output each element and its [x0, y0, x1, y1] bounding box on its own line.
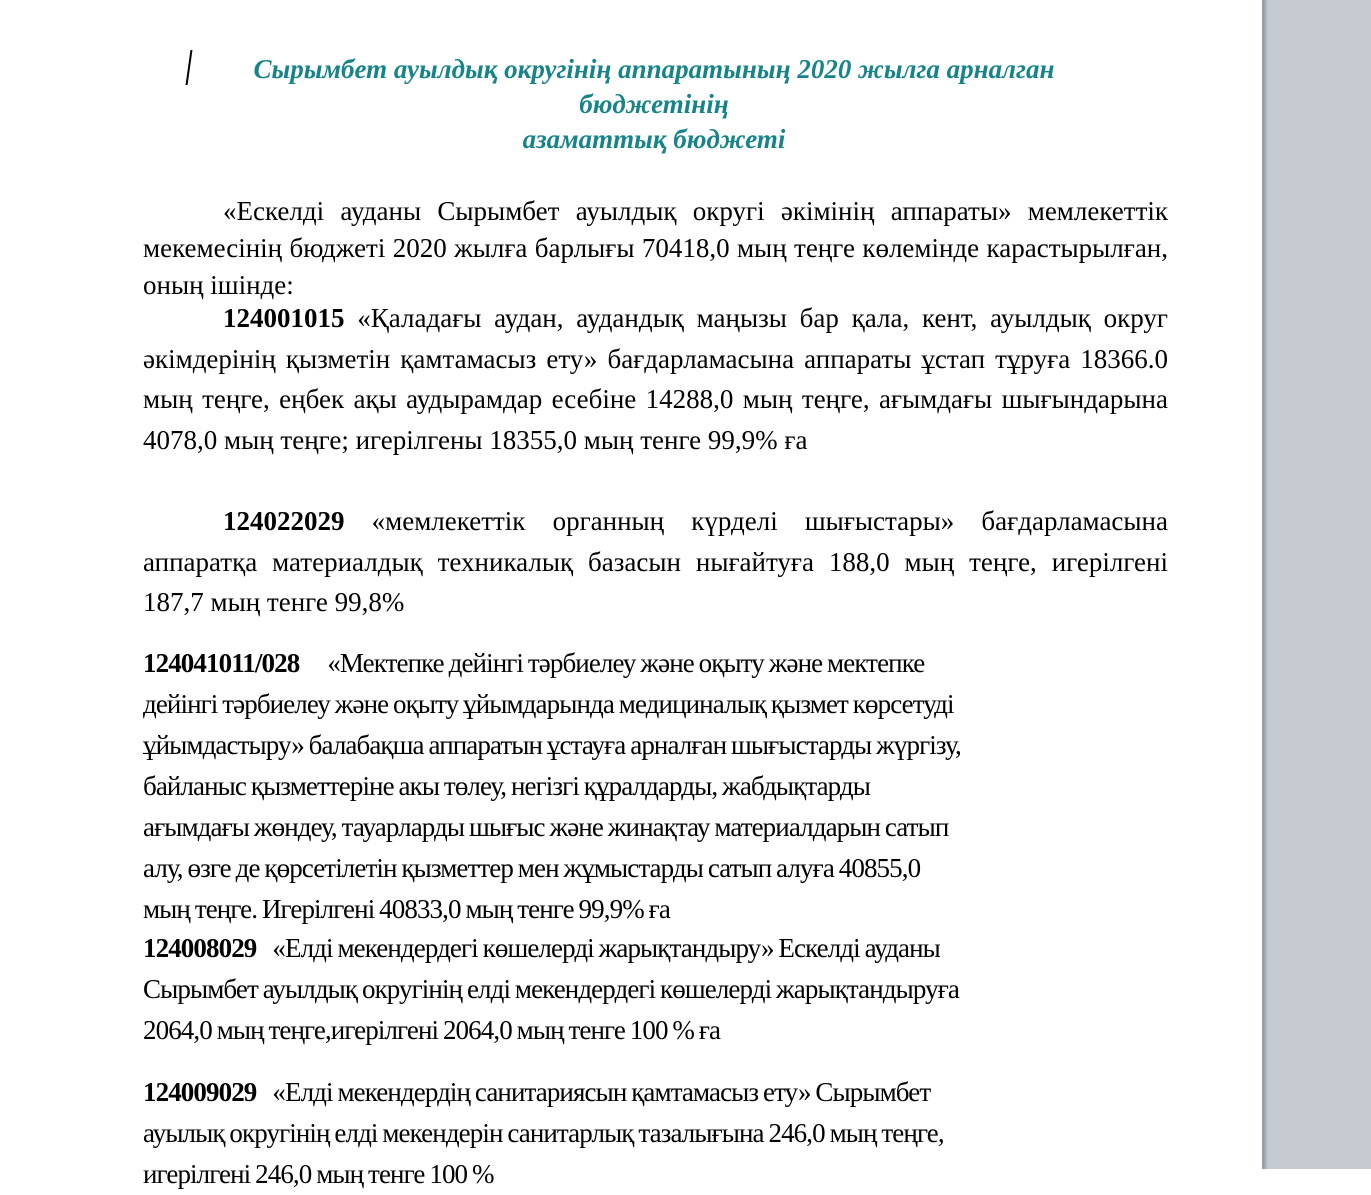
program-text: «мемлекеттік органның күрделі шығыстары» бағдарламасына аппаратқа материалдық техникалық базасын нығайтуға 188,0 мың теңге, игерілгені 187,7 мың тенге 99,8% — [143, 506, 1168, 617]
intro-paragraph: «Ескелді ауданы Сырымбет ауылдық округі әкімінің аппараты» мемлекеттік мекемесінің бюджеті 2020 жылға барлығы 70418,0 мың теңге көлемінде карастырылған, оның ішінде: — [143, 196, 1168, 300]
page-shadow — [1263, 0, 1268, 1169]
program-line: дейінгі тәрбиелеу және оқыту ұйымдарында медициналық қызмет көрсетуді — [143, 689, 954, 719]
program-line: Сырымбет ауылдық округінің елді мекендердегі көшелерді жарықтандыруға — [143, 974, 959, 1004]
program-line: байланыс қызметтеріне акы төлеу, негізгі құралдарды, жабдықтарды — [143, 771, 870, 801]
program-code: 124008029 — [143, 933, 257, 963]
program-line: «Елді мекендердегі көшелерді жарықтандыру» Ескелді ауданы — [272, 933, 940, 963]
program-paragraph-2 — [143, 501, 1168, 623]
document-title — [140, 52, 1168, 157]
program-line: «Елді мекендердің санитариясын қамтамасыз ету» Сырымбет — [272, 1077, 931, 1107]
program-line: мың теңге. Игерілгені 40833,0 мың тенге 99,9% ға — [143, 894, 670, 924]
program-paragraph-5 — [143, 1072, 1183, 1195]
program-code: 124022029 — [223, 506, 345, 536]
program-paragraph-3 — [143, 643, 1183, 930]
title-line-3: азаматтық бюджеті — [522, 124, 786, 154]
program-code: 124009029 — [143, 1077, 257, 1107]
program-code: 124001015 — [223, 303, 345, 333]
program-line: алу, өзге де қөрсетілетін қызметтер мен жұмыстарды сатып алуға 40855,0 — [143, 853, 921, 883]
program-paragraph-1 — [143, 298, 1168, 460]
program-text: «Қаладағы аудан, аудандық маңызы бар қала, кент, ауылдық округ әкімдерінің қызметін қамтамасыз ету» бағдарламасына аппараты ұстап тұруға 18366.0 мың теңге, еңбек ақы аудырамдар есебіне 14288,0 мың теңге, ағымдағы шығындарына 4078,0 мың теңге; игерілгены 18355,0 мың тенге 99,9% ға — [143, 303, 1169, 455]
program-line: ауылық округінің елді мекендерін санитарлық тазалығына 246,0 мың теңге, — [143, 1118, 944, 1148]
program-line: ағымдағы жөндеу, тауарларды шығыс және жинақтау материалдарын сатып — [143, 812, 949, 842]
program-code: 124041011/028 — [143, 648, 300, 678]
program-paragraph-4 — [143, 928, 1183, 1051]
editor-side-panel — [1262, 0, 1371, 1169]
title-line-1: Сырымбет ауылдық округінің аппаратының 2020 жылга арналган — [253, 54, 1055, 84]
program-line: ұйымдастыру» балабақша аппаратын ұстауға арналған шығыстарды жүргізу, — [143, 730, 961, 760]
program-line: игерілгені 246,0 мың тенге 100 % — [143, 1159, 494, 1189]
program-line: 2064,0 мың теңге,игерілгені 2064,0 мың тенге 100 % ға — [143, 1015, 721, 1045]
title-line-2: бюджетінің — [579, 89, 729, 119]
program-line: «Мектепке дейінгі тәрбиелеу және оқыту және мектепке — [327, 648, 925, 678]
